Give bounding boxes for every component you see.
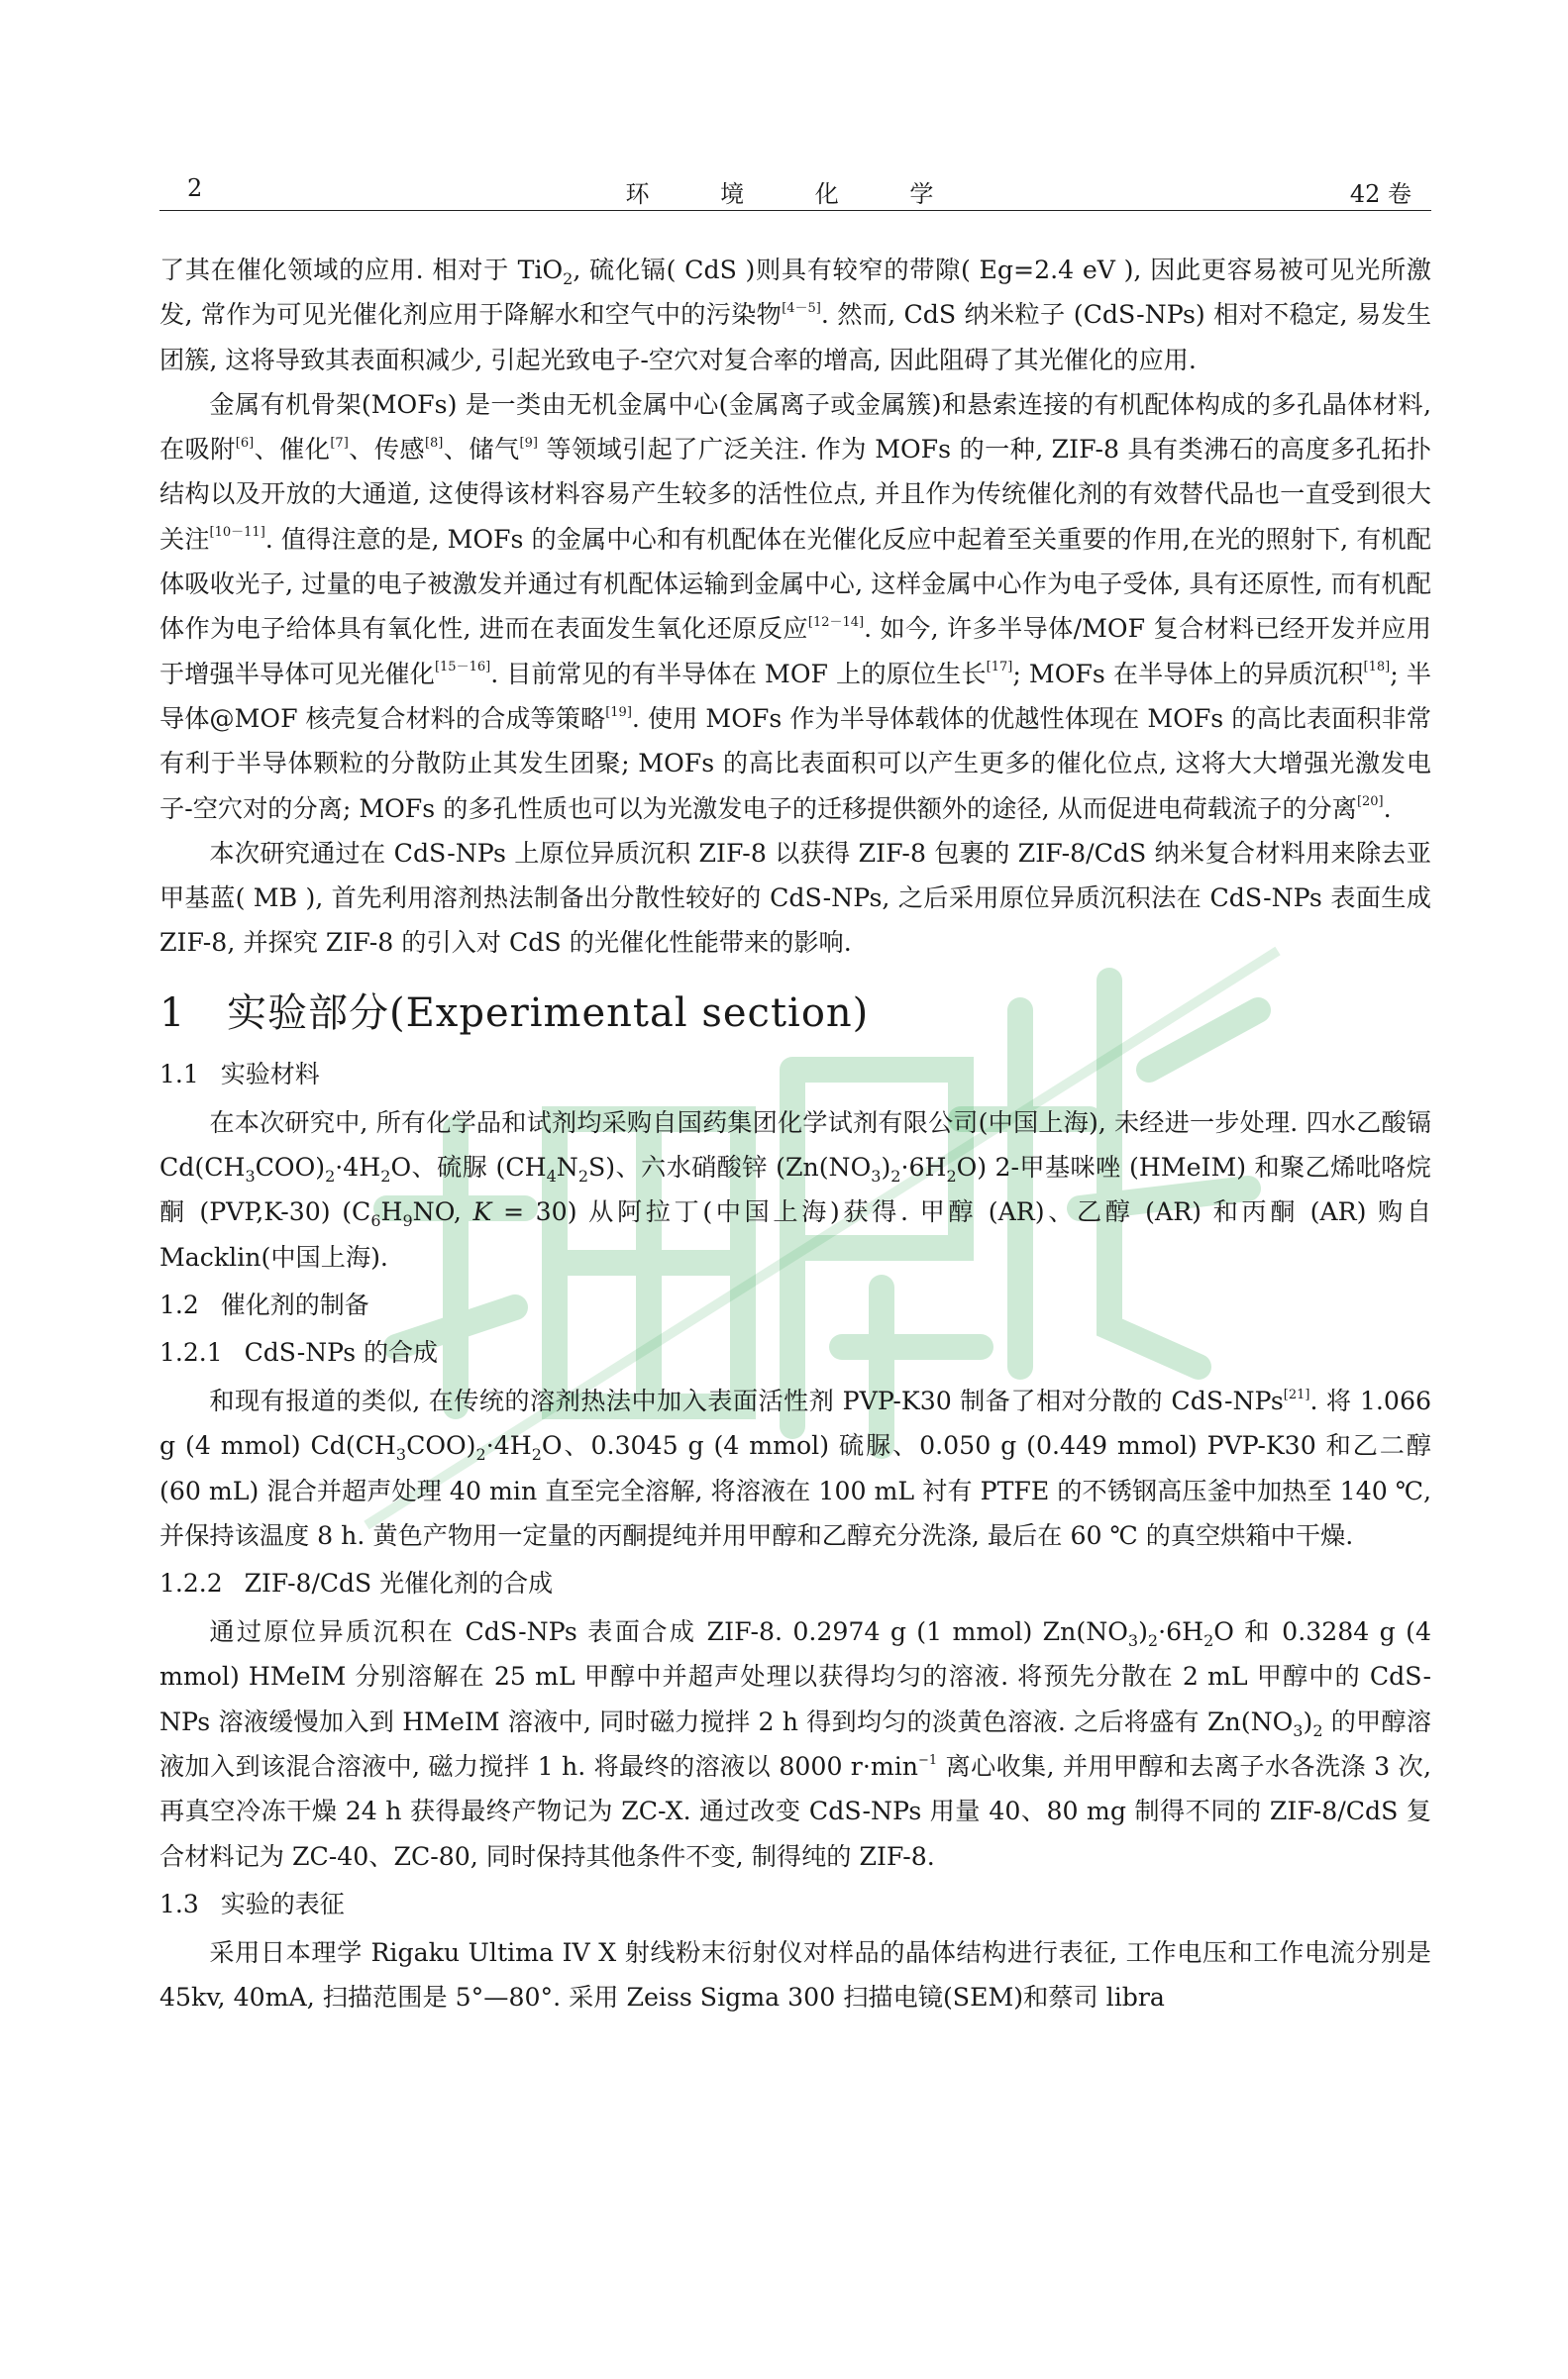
journal-title: 环 境 化 学 (625, 180, 966, 208)
citation[interactable]: [20] (1356, 794, 1384, 810)
body-content (159, 248, 1431, 2020)
subsection-heading-1-2-2: 1.2.2 ZIF-8/CdS 光催化剂的合成 (159, 1569, 554, 1599)
zif-synthesis-paragraph: 通过原位异质沉积在 CdS-NPs 表面合成 ZIF-8. 0.2974 g (1 mmol) $Zn(NO_3)_2\cdot 6H_2O$ 和 0.3284 g (4 mmol) HMeIM 分别溶解在 25 mL 甲醇中并超声处理以获得均匀的溶液. 将预先分散在 2 mL 甲醇中的 CdS-NPs 溶液缓慢加入到 HMeIM 溶液中, 同时磁力搅拌 2 h 得到均匀的淡黄色溶液. 之后将盛有 $Zn(NO_3)_2$ 的甲醇溶液加入到该混合溶液中, 磁力搅拌 1 h. 将最终的溶液以 8000 $r\cdot\min^{-1}$ 离心收集, 并用甲醇和去离子水各洗涤 3 次, 再真空冷冻干燥 24 h 获得最终产物记为 ZC-X. 通过改变 CdS-NPs 用量 40、80 mg 制得不同的 ZIF-8/CdS 复合材料记为 ZC-40、ZC-80, 同时保持其他条件不变, 制得纯的 ZIF-8. (159, 1617, 1431, 1871)
citation[interactable]: [15－16] (434, 660, 491, 675)
subsection-heading-1-1: 1.1 实验材料 (159, 1059, 320, 1088)
section-heading-1: 1 实验部分(Experimental section) (159, 989, 870, 1036)
citation[interactable]: [9] (519, 435, 538, 451)
materials-paragraph: 在本次研究中, 所有化学品和试剂均采购自国药集团化学试剂有限公司(中国上海), 未经进一步处理. 四水乙酸镉 $Cd(CH_3COO)_2\cdot 4H_2O$、硫脲 $(CH_4N_2S)$、六水硝酸锌 $(Zn(NO_3)_2\cdot 6H_2O)$ 2-甲基咪唑 (HMeIM) 和聚乙烯吡咯烷酮 (PVP,K-30) ($C_6H_9NO$, K = 30) 从阿拉丁(中国上海)获得. 甲醇 (AR)、乙醇 (AR) 和丙酮 (AR) 购自 Macklin(中国上海). (159, 1107, 1432, 1272)
intro-paragraph-3: 本次研究通过在 CdS-NPs 上原位异质沉积 ZIF-8 以获得 ZIF-8 包裹的 ZIF-8/CdS 纳米复合材料用来除去亚甲基蓝( MB ), 首先利用溶剂热法制备出分散性较好的 CdS-NPs, 之后采用原位异质沉积法在 CdS-NPs 表面生成 ZIF-8, 并探究 ZIF-8 的引入对 CdS 的光催化性能带来的影响. (159, 838, 1431, 958)
citation[interactable]: [12－14] (807, 614, 865, 630)
characterization-paragraph: 采用日本理学 Rigaku Ultima IV X 射线粉末衍射仪对样品的晶体结构进行表征, 工作电压和工作电流分别是 45kv, 40mA, 扫描范围是 5°—80°. 采用 Zeiss Sigma 300 扫描电镜(SEM)和蔡司 libra (159, 1937, 1431, 2013)
cds-synthesis-paragraph: 和现有报道的类似, 在传统的溶剂热法中加入表面活性剂 PVP-K30 制备了相对分散的 CdS-NPs[21]. 将 1.066 g (4 mmol) $Cd(CH_3COO)_2\cdot 4H_2O$、0.3045 g (4 mmol) 硫脲、0.050 g (0.449 mmol) PVP-K30 和乙二醇 (60 mL) 混合并超声处理 40 min 直至完全溶解, 将溶液在 100 mL 衬有 PTFE 的不锈钢高压釜中加热至 140 ℃, 并保持该温度 8 h. 黄色产物用一定量的丙酮提纯并用甲醇和乙醇充分洗涤, 最后在 60 ℃ 的真空烘箱中干燥. (159, 1386, 1431, 1550)
citation[interactable]: [7] (330, 435, 349, 451)
intro-paragraph-2: 金属有机骨架(MOFs) 是一类由无机金属中心(金属离子或金属簇)和悬索连接的有机配体构成的多孔晶体材料, 在吸附[6]、催化[7]、传感[8]、储气[9] 等领域引起了广泛关注. 作为 MOFs 的一种, ZIF-8 具有类沸石的高度多孔拓扑结构以及开放的大通道, 这使得该材料容易产生较多的活性位点, 并且作为传统催化剂的有效替代品也一直受到很大关注[10－11]. 值得注意的是, MOFs 的金属中心和有机配体在光催化反应中起着至关重要的作用,在光的照射下, 有机配体吸收光子, 过量的电子被激发并通过有机配体运输到金属中心, 这样金属中心作为电子受体, 具有还原性, 而有机配体作为电子给体具有氧化性, 进而在表面发生氧化还原反应[12－14]. 如今, 许多半导体/MOF 复合材料已经开发并应用于增强半导体可见光催化[15－16]. 目前常见的有半导体在 MOF 上的原位生长[17]; MOFs 在半导体上的异质沉积[18]; 半导体@MOF 核壳复合材料的合成等策略[19]. 使用 MOFs 作为半导体载体的优越性体现在 MOFs 的高比表面积非常有利于半导体颗粒的分散防止其发生团聚; MOFs 的高比表面积可以产生更多的催化位点, 这将大大增强光激发电子-空穴对的分离; MOFs 的多孔性质也可以为光激发电子的迁移提供额外的途径, 从而促进电荷载流子的分离[20]. (159, 389, 1432, 823)
citation[interactable]: [17] (986, 660, 1013, 675)
subsection-heading-1-3: 1.3 实验的表征 (159, 1889, 345, 1918)
citation[interactable]: [18] (1363, 660, 1391, 675)
citation[interactable]: [4－5] (782, 300, 821, 316)
subsection-heading-1-2: 1.2 催化剂的制备 (159, 1290, 369, 1319)
citation[interactable]: [19] (605, 704, 632, 720)
subsection-heading-1-2-1: 1.2.1 CdS-NPs 的合成 (159, 1337, 439, 1367)
intro-paragraph-1: 了其在催化领域的应用. 相对于 TiO$_2$, 硫化镉( CdS )则具有较窄的带隙( Eg=2.4 eV ), 因此更容易被可见光所激发, 常作为可见光催化剂应用于降解水和空气中的污染物[4－5]. 然而, CdS 纳米粒子 (CdS-NPs) 相对不稳定, 易发生团簇, 这将导致其表面积减少, 引起光致电子-空穴对复合率的增高, 因此阻碍了其光催化的应用. (159, 256, 1432, 374)
citation[interactable]: [10－11] (209, 525, 265, 541)
volume-label: 42 卷 (1349, 180, 1411, 208)
running-header (159, 170, 1431, 211)
citation[interactable]: [8] (424, 435, 444, 451)
citation[interactable]: [21] (1283, 1387, 1310, 1402)
citation[interactable]: [6] (235, 435, 255, 451)
page-number: 2 (187, 174, 203, 202)
